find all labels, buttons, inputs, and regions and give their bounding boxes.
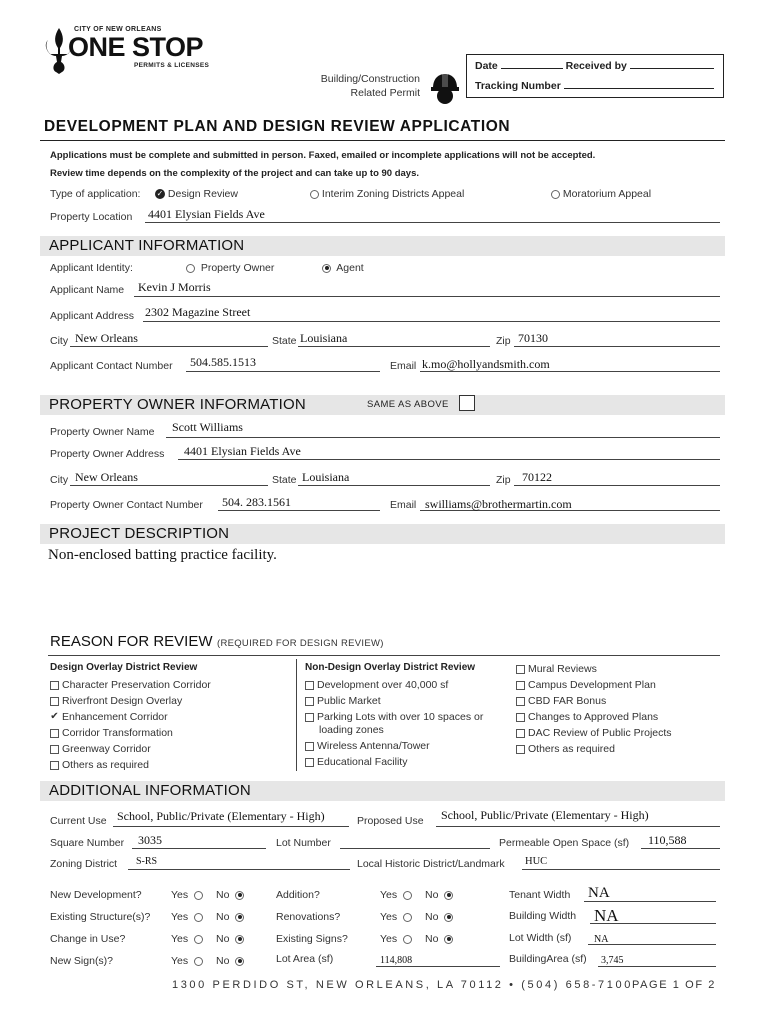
yes-radio[interactable]	[171, 911, 203, 923]
yes-label: Yes	[171, 955, 189, 967]
applicant-email-value: k.mo@hollyandsmith.com	[422, 357, 550, 371]
owner-zip-value: 70122	[522, 470, 552, 484]
yes-radio[interactable]	[171, 933, 203, 945]
owner-state-label: State	[272, 474, 297, 486]
yes-label: Yes	[380, 933, 398, 945]
question-label: Existing Structure(s)?	[50, 911, 151, 923]
applicant-address-field[interactable]	[143, 321, 720, 322]
owner-zip-label: Zip	[496, 474, 511, 486]
permit-type-line2: Related Permit	[350, 87, 420, 99]
date-field[interactable]	[501, 59, 563, 69]
application-type-label: Type of application:	[50, 188, 141, 200]
option-label: Campus Development Plan	[528, 679, 656, 691]
owner-phone-field[interactable]	[218, 510, 380, 511]
no-radio[interactable]	[216, 955, 244, 967]
radio-filled-icon	[444, 891, 453, 900]
yes-label: Yes	[380, 911, 398, 923]
historic-district-label: Local Historic District/Landmark	[357, 858, 505, 870]
lot-width-label: Lot Width (sf)	[509, 932, 572, 944]
option-label: Public Market	[317, 695, 381, 707]
owner-email-label: Email	[390, 499, 417, 511]
radio-agent[interactable]	[322, 262, 364, 274]
additional-section-header	[40, 781, 725, 801]
building-area-field[interactable]	[598, 966, 716, 967]
zoning-district-value: S-RS	[136, 856, 158, 867]
option-label: Mural Reviews	[528, 663, 597, 675]
owner-state-field[interactable]	[298, 485, 490, 486]
tracking-number-field[interactable]	[564, 79, 714, 89]
checkbox-icon	[516, 729, 525, 738]
questions-col-2	[276, 887, 516, 953]
no-radio[interactable]	[216, 911, 244, 923]
applicant-zip-label: Zip	[496, 335, 511, 347]
question-label: Addition?	[276, 889, 320, 901]
no-radio[interactable]	[216, 933, 244, 945]
permeable-space-label: Permeable Open Space (sf)	[499, 837, 630, 849]
lot-number-label: Lot Number	[276, 837, 331, 849]
lot-width-value: NA	[594, 934, 609, 945]
applicant-address-value: 2302 Magazine Street	[145, 305, 251, 319]
property-location-value: 4401 Elysian Fields Ave	[148, 207, 265, 221]
reason-rule	[48, 655, 720, 656]
review-option[interactable]	[50, 709, 211, 725]
review-option[interactable]	[305, 677, 483, 693]
review-option[interactable]	[50, 677, 211, 693]
radio-circle-icon	[310, 190, 319, 199]
option-label: Educational Facility	[317, 756, 408, 768]
building-width-label: Building Width	[509, 910, 577, 922]
section-title: REASON FOR REVIEW	[50, 633, 213, 650]
yes-radio[interactable]	[380, 889, 412, 901]
applicant-name-field[interactable]	[134, 296, 720, 297]
logo-main-text: ONE STOP	[68, 32, 204, 62]
applicant-state-value: Louisiana	[300, 331, 348, 345]
owner-city-field[interactable]	[70, 485, 268, 486]
notice-1: Applications must be complete and submitted in person. Faxed, emailed or incomplete applications will not be accepted.	[50, 150, 596, 161]
applicant-city-field[interactable]	[70, 346, 268, 347]
radio-moratorium-appeal[interactable]	[551, 188, 651, 200]
received-by-label: Received by	[565, 60, 627, 72]
no-radio[interactable]	[425, 889, 453, 901]
yes-label: Yes	[171, 911, 189, 923]
option-label: Changes to Approved Plans	[528, 711, 659, 723]
tracking-number-label: Tracking Number	[475, 80, 561, 92]
radio-circle-icon	[194, 891, 203, 900]
applicant-state-field[interactable]	[298, 346, 490, 347]
applicant-identity-label: Applicant Identity:	[50, 262, 133, 274]
option-label: Corridor Transformation	[62, 727, 173, 740]
received-by-field[interactable]	[630, 59, 714, 69]
checkbox-icon	[516, 745, 525, 754]
form-title: DEVELOPMENT PLAN AND DESIGN REVIEW APPLICATION	[44, 118, 511, 135]
design-overlay-title: Design Overlay District Review	[50, 662, 198, 673]
radio-filled-icon	[235, 957, 244, 966]
review-option[interactable]	[516, 693, 672, 709]
date-label: Date	[475, 60, 498, 72]
non-design-overlay-list	[305, 677, 483, 770]
yes-label: Yes	[171, 889, 189, 901]
zoning-district-field[interactable]	[128, 869, 350, 870]
option-label: Others as required	[62, 759, 149, 772]
review-option[interactable]	[516, 725, 672, 741]
footer-page: PAGE 1 OF 2	[632, 979, 717, 991]
radio-filled-icon	[322, 264, 331, 273]
option-label: Character Preservation Corridor	[62, 679, 211, 691]
option-label: Wireless Antenna/Tower	[317, 740, 430, 752]
reason-section-header	[50, 633, 384, 651]
question-label: Renovations?	[276, 911, 341, 923]
property-location-field[interactable]	[145, 222, 720, 223]
applicant-address-label: Applicant Address	[50, 310, 135, 322]
applicant-phone-label: Applicant Contact Number	[50, 360, 173, 372]
project-description-value: Non-enclosed batting practice facility.	[48, 547, 277, 563]
design-overlay-list	[50, 677, 211, 773]
radio-circle-icon	[194, 935, 203, 944]
applicant-section-header	[40, 236, 725, 256]
yes-no-question	[50, 953, 290, 975]
title-rule	[40, 140, 725, 141]
radio-circle-icon	[551, 190, 560, 199]
yes-no-question	[276, 887, 516, 909]
yes-radio[interactable]	[380, 911, 412, 923]
radio-circle-icon	[403, 913, 412, 922]
square-number-field[interactable]	[132, 848, 266, 849]
owner-city-label: City	[50, 474, 69, 486]
radio-izd-appeal[interactable]	[310, 188, 464, 200]
section-note: (REQUIRED FOR DESIGN REVIEW)	[216, 638, 384, 649]
radio-circle-icon	[403, 935, 412, 944]
owner-name-value: Scott Williams	[172, 420, 243, 434]
option-label: loading zones	[319, 724, 384, 736]
radio-label: Property Owner	[200, 262, 275, 274]
current-use-value: School, Public/Private (Elementary - High)	[117, 809, 325, 823]
radio-filled-icon	[444, 913, 453, 922]
review-option[interactable]	[50, 741, 211, 757]
permit-type-line1: Building/Construction	[320, 73, 420, 85]
review-option[interactable]	[305, 693, 483, 709]
option-label: Greenway Corridor	[62, 743, 151, 756]
radio-circle-icon	[194, 913, 203, 922]
office-use-box	[466, 54, 724, 98]
checkbox-icon	[516, 681, 525, 690]
radio-label: Moratorium Appeal	[562, 188, 652, 200]
permeable-space-field[interactable]	[641, 848, 720, 849]
owner-name-label: Property Owner Name	[50, 426, 155, 438]
historic-district-value: HUC	[525, 856, 548, 867]
checkbox-icon	[305, 697, 314, 706]
radio-filled-icon	[235, 935, 244, 944]
review-option[interactable]	[516, 709, 672, 725]
radio-circle-icon	[194, 957, 203, 966]
applicant-name-value: Kevin J Morris	[138, 280, 211, 294]
lot-area-label: Lot Area (sf)	[276, 953, 334, 965]
checkbox-icon	[50, 745, 59, 754]
option-label: Others as required	[528, 743, 615, 755]
radio-filled-icon	[235, 891, 244, 900]
no-radio[interactable]	[425, 933, 453, 945]
project-section-header	[40, 524, 725, 544]
owner-zip-field[interactable]	[514, 485, 720, 486]
proposed-use-field[interactable]	[436, 826, 720, 827]
radio-label: Agent	[336, 262, 364, 274]
review-option[interactable]	[50, 757, 211, 773]
other-review-list	[516, 661, 672, 757]
owner-city-value: New Orleans	[75, 470, 138, 484]
radio-filled-icon	[444, 935, 453, 944]
section-title: PROJECT DESCRIPTION	[49, 525, 230, 542]
no-label: No	[425, 889, 439, 901]
owner-email-value: swilliams@brothermartin.com	[425, 497, 572, 511]
checkbox-icon	[305, 713, 314, 722]
footer-address: 1300 PERDIDO ST, NEW ORLEANS, LA 70112 • (504) 658-7100	[172, 979, 633, 991]
permit-type-label	[290, 72, 420, 100]
applicant-city-value: New Orleans	[75, 331, 138, 345]
non-design-overlay-title: Non-Design Overlay District Review	[305, 662, 476, 673]
square-number-value: 3035	[138, 833, 162, 847]
square-number-label: Square Number	[50, 837, 125, 849]
radio-label: Interim Zoning Districts Appeal	[321, 188, 465, 200]
no-label: No	[216, 955, 230, 967]
applicant-phone-value: 504.585.1513	[190, 355, 256, 369]
owner-address-value: 4401 Elysian Fields Ave	[184, 444, 301, 458]
lot-number-field[interactable]	[340, 848, 490, 849]
building-width-value: NA	[594, 906, 619, 925]
option-label: Riverfront Design Overlay	[62, 695, 183, 707]
notice-2: Review time depends on the complexity of the project and can take up to 90 days.	[50, 168, 420, 179]
applicant-email-label: Email	[390, 360, 417, 372]
checkbox-icon	[305, 681, 314, 690]
questions-col-1	[50, 887, 290, 975]
yes-no-question	[50, 887, 290, 909]
project-description-field[interactable]	[48, 547, 720, 627]
checkbox-icon	[50, 729, 59, 738]
reason-divider	[296, 659, 297, 771]
radio-filled-icon	[235, 913, 244, 922]
owner-name-field[interactable]	[166, 437, 720, 438]
yes-radio[interactable]	[171, 955, 203, 967]
no-label: No	[425, 933, 439, 945]
applicant-name-label: Applicant Name	[50, 284, 125, 296]
radio-property-owner[interactable]	[186, 262, 274, 274]
same-as-above-label: SAME AS ABOVE	[367, 399, 449, 410]
review-option[interactable]	[305, 738, 483, 754]
current-use-field[interactable]	[113, 826, 349, 827]
checkbox-icon	[516, 665, 525, 674]
yes-no-question	[276, 931, 516, 953]
yes-no-question	[276, 909, 516, 931]
section-title: PROPERTY OWNER INFORMATION	[49, 396, 306, 413]
review-option[interactable]	[516, 677, 672, 693]
question-label: New Development?	[50, 889, 142, 901]
applicant-zip-field[interactable]	[514, 346, 720, 347]
tenant-width-value: NA	[588, 885, 610, 901]
owner-phone-label: Property Owner Contact Number	[50, 499, 203, 511]
owner-state-value: Louisiana	[302, 470, 350, 484]
radio-circle-icon	[403, 891, 412, 900]
owner-phone-value: 504. 283.1561	[222, 495, 291, 509]
owner-address-field[interactable]	[178, 459, 720, 460]
review-option[interactable]	[50, 725, 211, 741]
no-radio[interactable]	[216, 889, 244, 901]
checkbox-icon	[516, 713, 525, 722]
option-label: Enhancement Corridor	[62, 711, 168, 723]
yes-label: Yes	[380, 889, 398, 901]
question-label: New Sign(s)?	[50, 955, 114, 967]
zoning-district-label: Zoning District	[50, 858, 118, 870]
one-stop-logo	[44, 26, 219, 76]
radio-label: Design Review	[167, 188, 238, 200]
yes-radio[interactable]	[171, 889, 203, 901]
lot-area-field[interactable]	[376, 966, 500, 967]
lot-area-value: 114,808	[380, 955, 413, 966]
logo-sub-text: PERMITS & LICENSES	[134, 62, 210, 69]
no-label: No	[216, 911, 230, 923]
yes-no-question	[50, 931, 290, 953]
checkbox-icon	[50, 761, 59, 770]
review-option[interactable]	[50, 693, 211, 709]
applicant-zip-value: 70130	[518, 331, 548, 345]
option-label: CBD FAR Bonus	[528, 695, 607, 707]
proposed-use-label: Proposed Use	[357, 815, 424, 827]
radio-circle-icon	[186, 264, 195, 273]
review-option[interactable]	[516, 741, 672, 757]
proposed-use-value: School, Public/Private (Elementary - High)	[441, 808, 649, 822]
applicant-city-label: City	[50, 335, 69, 347]
applicant-phone-field[interactable]	[186, 371, 380, 372]
review-option[interactable]	[516, 661, 672, 677]
section-title: APPLICANT INFORMATION	[49, 237, 245, 254]
same-as-above-checkbox[interactable]	[459, 395, 475, 411]
check-circle-icon: ✓	[156, 189, 164, 199]
tenant-width-label: Tenant Width	[509, 889, 571, 901]
review-option[interactable]	[305, 754, 483, 770]
no-label: No	[216, 889, 230, 901]
current-use-label: Current Use	[50, 815, 107, 827]
owner-section-header	[40, 395, 725, 415]
option-label: DAC Review of Public Projects	[528, 727, 672, 739]
checkmark-icon: ✔	[50, 711, 59, 723]
option-label: Development over 40,000 sf	[317, 679, 449, 691]
property-location-label: Property Location	[50, 211, 133, 223]
yes-no-question	[50, 909, 290, 931]
no-label: No	[216, 933, 230, 945]
yes-label: Yes	[171, 933, 189, 945]
section-title: ADDITIONAL INFORMATION	[49, 782, 251, 799]
owner-address-label: Property Owner Address	[50, 448, 165, 460]
building-area-label: BuildingArea (sf)	[509, 953, 587, 965]
applicant-state-label: State	[272, 335, 297, 347]
checkbox-icon	[516, 697, 525, 706]
hard-hat-icon	[430, 72, 460, 104]
checkbox-icon	[50, 697, 59, 706]
question-label: Change in Use?	[50, 933, 126, 945]
no-radio[interactable]	[425, 911, 453, 923]
checkbox-icon	[305, 742, 314, 751]
checkbox-icon	[50, 681, 59, 690]
permeable-space-value: 110,588	[648, 833, 687, 847]
no-label: No	[425, 911, 439, 923]
checkbox-icon	[305, 758, 314, 767]
option-label: Parking Lots with over 10 spaces or	[317, 711, 484, 723]
historic-district-field[interactable]	[522, 869, 720, 870]
yes-radio[interactable]	[380, 933, 412, 945]
logo-top-text: CITY OF NEW ORLEANS	[74, 26, 162, 33]
radio-design-review[interactable]	[155, 188, 238, 200]
building-area-value: 3,745	[601, 955, 624, 966]
question-label: Existing Signs?	[276, 933, 348, 945]
